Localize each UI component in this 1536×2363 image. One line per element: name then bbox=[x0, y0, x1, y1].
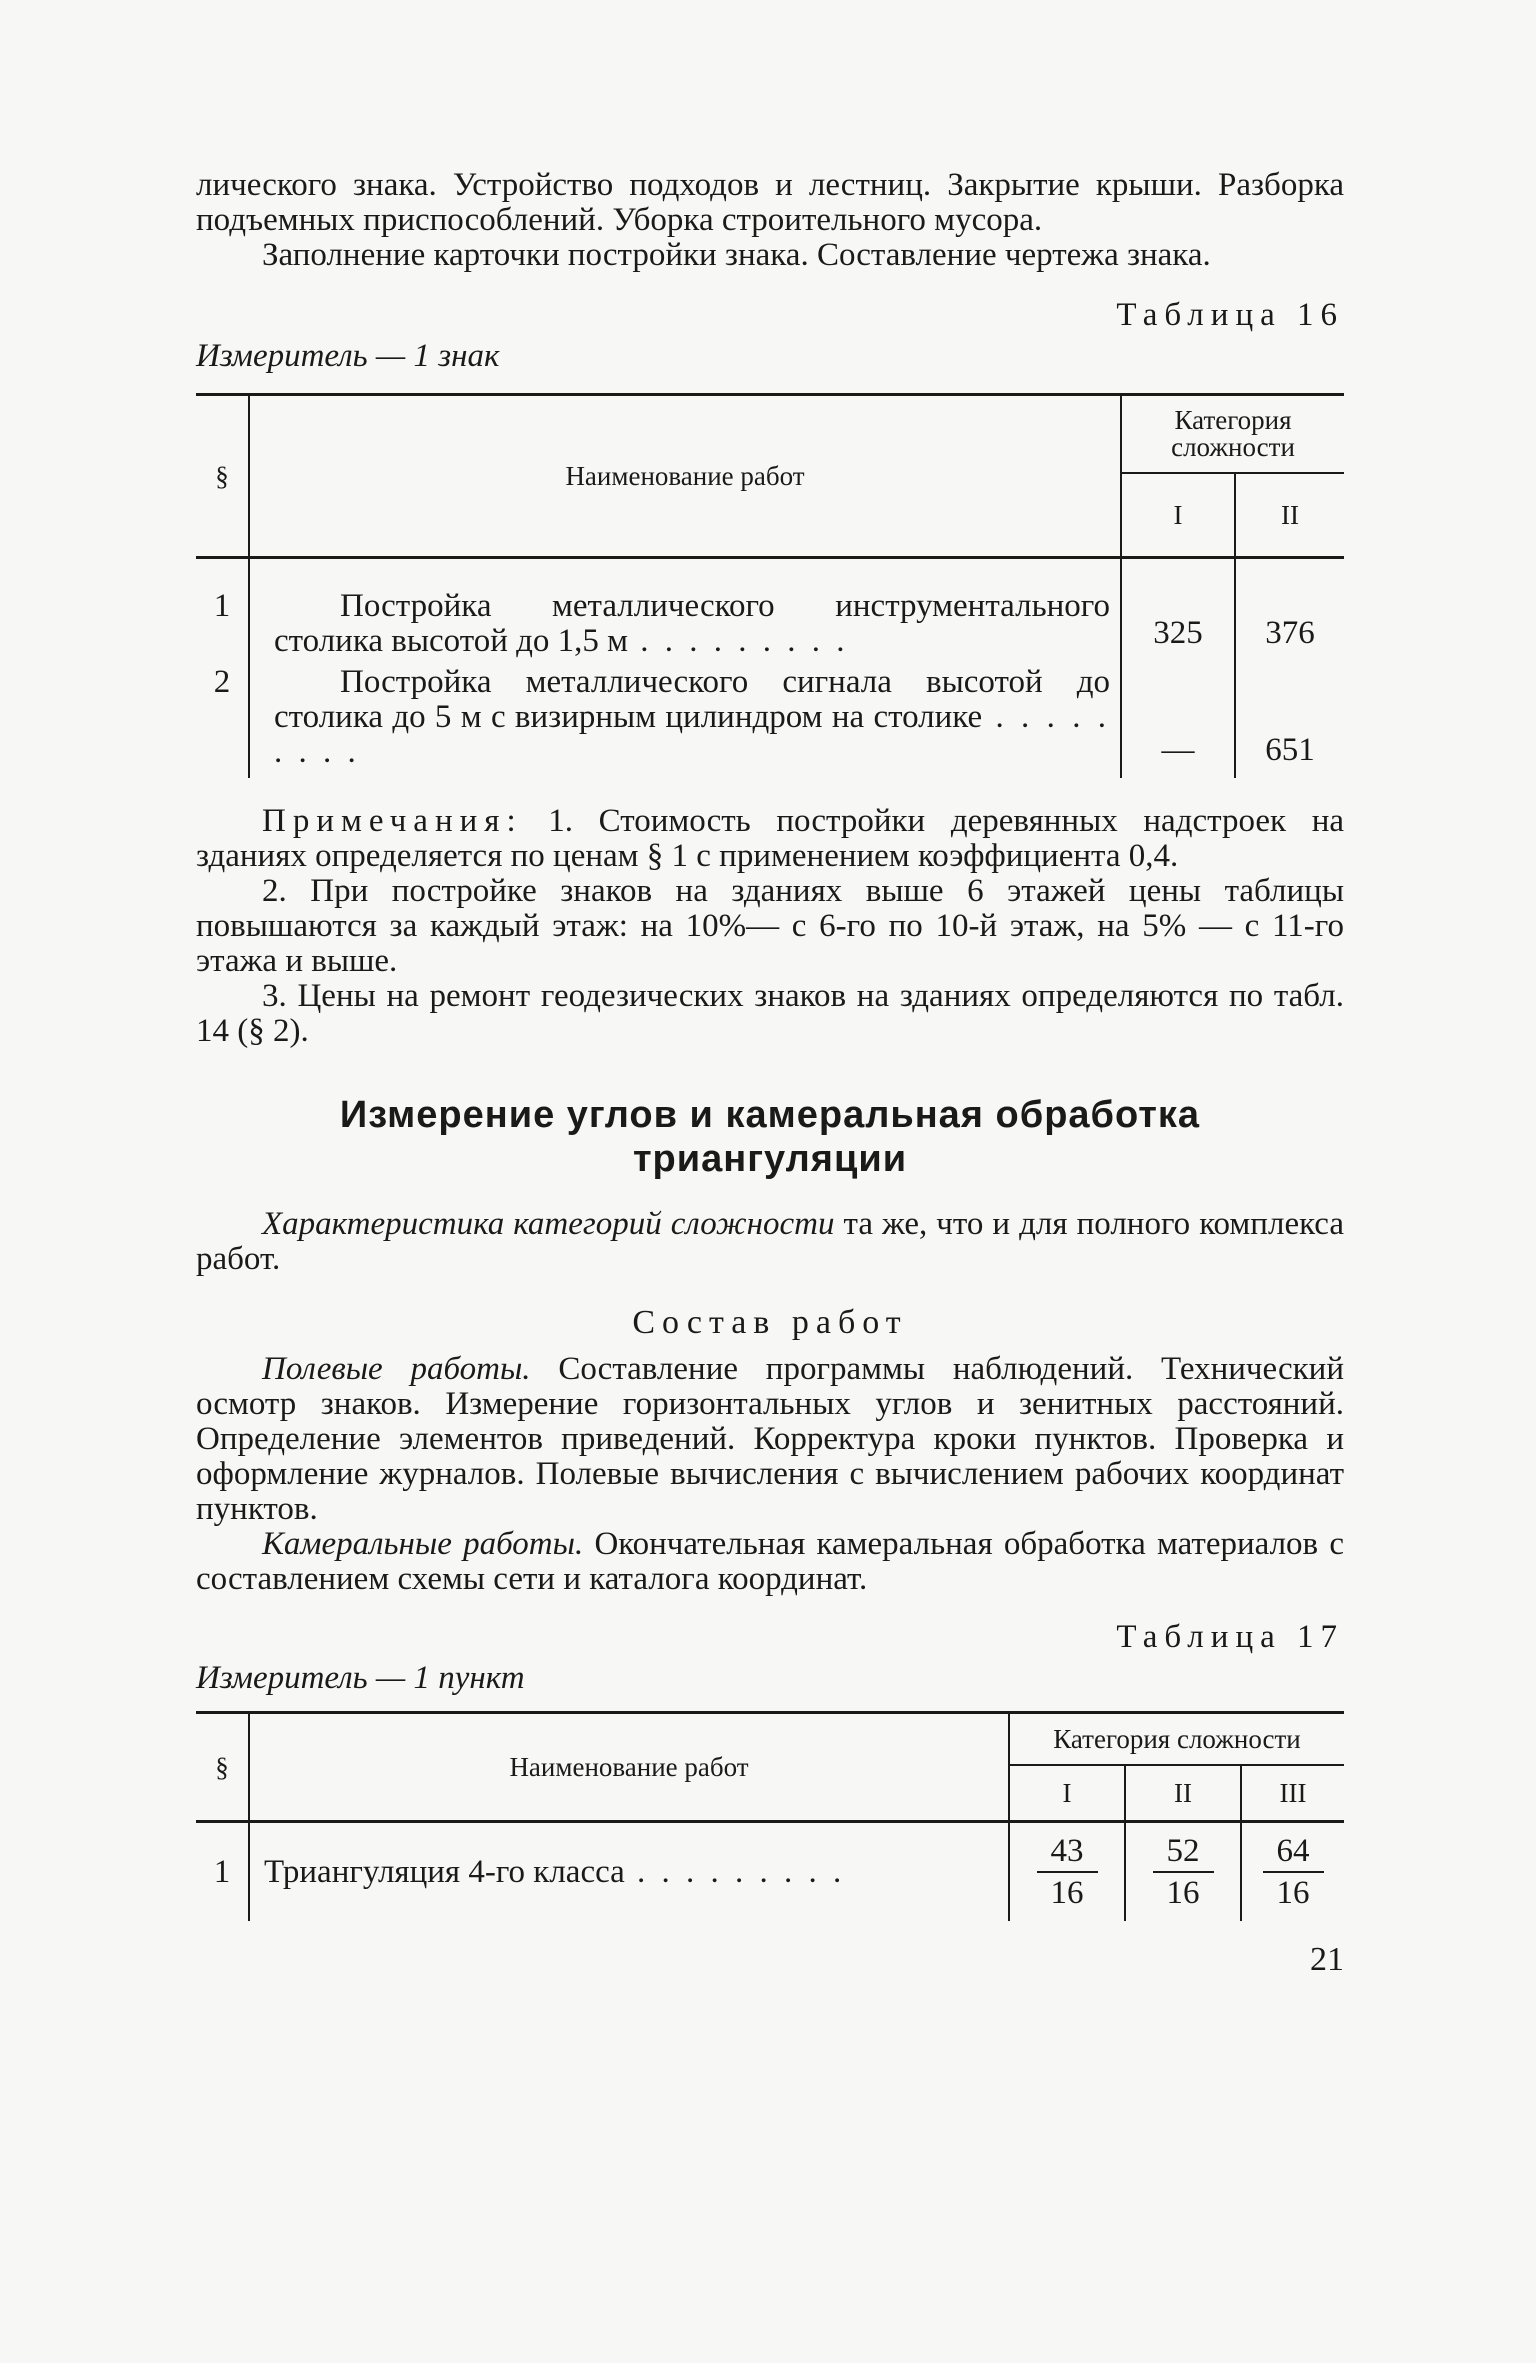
characteristic-paragraph: Характеристика категорий сложности та же, что и для полного комплекса работ. bbox=[196, 1206, 1344, 1277]
row-value-cat-2: 376 bbox=[1265, 615, 1315, 651]
col-category-1: I bbox=[1009, 1765, 1125, 1822]
field-work-paragraph: Полевые работы. Составление программы наблюдений. Технический осмотр знаков. Измерение горизонтальных углов и зенитных расстояний. Определение элементов приведений. Корректура кроки пунктов. Проверка и оформление журналов. Полевые вычисления с вычислением рабочих координат пунктов. bbox=[196, 1351, 1344, 1527]
table-16-label: Таблица 16 bbox=[1116, 297, 1344, 333]
row-name: Триангуляция 4-го класса . . . bbox=[249, 1822, 1009, 1922]
row-number: 1 bbox=[196, 558, 249, 660]
col-category-1: I bbox=[1121, 473, 1235, 558]
col-work-name: Наименование работ bbox=[249, 395, 1121, 558]
col-category-3: III bbox=[1241, 1765, 1344, 1822]
row-value-cat-2: 651 bbox=[1265, 732, 1315, 768]
table-16-measure: Измеритель — 1 знак bbox=[196, 338, 500, 374]
page bbox=[196, 168, 1344, 2001]
table-16 bbox=[196, 393, 1344, 778]
col-category-2: II bbox=[1125, 1765, 1241, 1822]
note-1: Примечания: 1. Стоимость постройки деревянных надстроек на зданиях определяется по ценам § 1 с применением коэффициента 0,4. bbox=[196, 803, 1344, 874]
row-name: Постройка металлического инструментального столика высотой до 1,5 м . . . bbox=[249, 558, 1121, 660]
table-row bbox=[196, 659, 1344, 778]
row-number: 2 bbox=[196, 659, 249, 778]
col-category-2: II bbox=[1235, 473, 1344, 558]
table-17-measure: Измеритель — 1 пункт bbox=[196, 1660, 525, 1696]
row-number: 1 bbox=[196, 1822, 249, 1922]
composition-heading: Состав работ bbox=[632, 1304, 908, 1341]
note-3: 3. Цены на ремонт геодезических знаков на зданиях определяются по табл. 14 (§ 2). bbox=[196, 978, 1344, 1049]
row-value-cat-1: 325 bbox=[1121, 558, 1235, 660]
intro-paragraph-2: Заполнение карточки постройки знака. Составление чертежа знака. bbox=[262, 237, 1211, 273]
table-row bbox=[196, 558, 1344, 660]
col-paragraph: § bbox=[196, 395, 249, 558]
col-category: Категория сложности bbox=[1009, 1713, 1344, 1766]
table-17-label: Таблица 17 bbox=[1116, 1619, 1344, 1655]
table-17 bbox=[196, 1711, 1344, 1921]
intro-paragraph: лического знака. Устройство подходов и лестниц. Закрытие крыши. Разборка подъемных приспособлений. Уборка строительного мусора. bbox=[196, 167, 1344, 238]
table-row bbox=[196, 1822, 1344, 1922]
col-category: Категория сложности bbox=[1121, 395, 1344, 474]
page-number: 21 bbox=[1310, 1941, 1344, 1978]
col-paragraph: § bbox=[196, 1713, 249, 1822]
section-heading: Измерение углов и камеральная обработка триангуляции bbox=[339, 1094, 1201, 1180]
row-value-cat-1: $\frac{43}{16}$ bbox=[1009, 1822, 1125, 1922]
office-work-paragraph: Камеральные работы. Окончательная камеральная обработка материалов с составлением схемы сети и каталога координат. bbox=[196, 1526, 1344, 1597]
row-value-cat-3: $\frac{64}{16}$ bbox=[1241, 1822, 1344, 1922]
note-2: 2. При постройке знаков на зданиях выше 6 этажей цены таблицы повышаются за каждый этаж: на 10%— с 6-го по 10-й этаж, на 5% — с 11-го этажа и выше. bbox=[196, 873, 1344, 979]
row-name: Постройка металлического сигнала высотой до столика до 5 м с визирным цилиндром на столике . . . bbox=[249, 659, 1121, 778]
col-work-name: Наименование работ bbox=[249, 1713, 1009, 1822]
row-value-cat-2: $\frac{52}{16}$ bbox=[1125, 1822, 1241, 1922]
row-value-cat-1: — bbox=[1121, 659, 1235, 778]
